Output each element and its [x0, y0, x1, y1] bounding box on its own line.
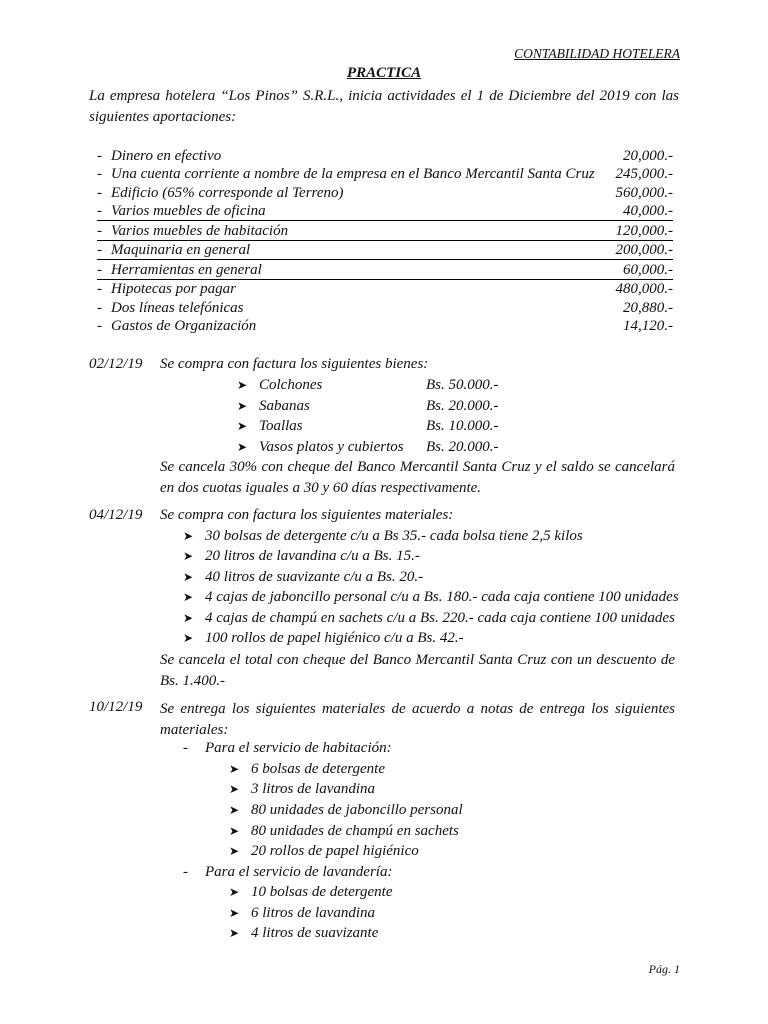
tx1-date: 02/12/19	[89, 356, 143, 372]
list-item: - Varios muebles de habitación 120,000.-	[97, 222, 673, 239]
list-item: ➤ 20 litros de lavandina c/u a Bs. 15.-	[183, 548, 420, 564]
tx3-group2-label: - Para el servicio de lavandería:	[183, 864, 393, 880]
arrow-bullet-icon: ➤	[229, 844, 240, 858]
arrow-bullet-icon: ➤	[229, 885, 240, 899]
tx3-text: Se entrega los siguientes materiales de acuerdo a notas de entrega los siguientes materiales:	[160, 701, 675, 738]
arrow-bullet-icon: ➤	[229, 803, 240, 817]
intro-paragraph: La empresa hotelera “Los Pinos” S.R.L., inicia actividades el 1 de Diciembre del 2019 con las siguientes aportaciones:	[89, 88, 679, 125]
page-title: PRACTICA	[346, 65, 422, 81]
arrow-bullet-icon: ➤	[229, 926, 240, 940]
list-item: ➤ 6 bolsas de detergente	[229, 761, 385, 777]
arrow-bullet-icon: ➤	[229, 782, 240, 796]
arrow-bullet-icon: ➤	[183, 611, 194, 625]
item-price: Bs. 20.000.-	[426, 398, 499, 414]
list-item: ➤ 40 litros de suavizante c/u a Bs. 20.-	[183, 569, 424, 585]
arrow-bullet-icon: ➤	[183, 590, 194, 604]
item-price: Bs. 10.000.-	[426, 418, 499, 434]
arrow-bullet-icon: ➤	[183, 549, 194, 563]
tx3-group1-label: - Para el servicio de habitación:	[183, 740, 392, 756]
tx2-date: 04/12/19	[89, 507, 143, 523]
tx2-note: Se cancela el total con cheque del Banco Mercantil Santa Cruz con un descuento de Bs. 1.400.-	[160, 652, 675, 689]
tx1-text: Se compra con factura los siguientes bienes:	[160, 356, 429, 372]
list-item: - Dos líneas telefónicas 20,880.-	[97, 299, 673, 316]
document-header: CONTABILIDAD HOTELERA	[514, 46, 680, 61]
list-item: - Hipotecas por pagar 480,000.-	[97, 281, 673, 297]
arrow-bullet-icon: ➤	[183, 631, 194, 645]
list-item: ➤ 10 bolsas de detergente	[229, 884, 393, 900]
list-item: - Dinero en efectivo 20,000.-	[97, 147, 673, 164]
arrow-bullet-icon: ➤	[237, 419, 248, 433]
list-item: ➤ 100 rollos de papel higiénico c/u a Bs. 42.-	[183, 630, 464, 646]
arrow-bullet-icon: ➤	[237, 399, 248, 413]
item-price: Bs. 50.000.-	[426, 377, 499, 393]
tx3-date: 10/12/19	[89, 699, 143, 715]
list-item: - Herramientas en general 60,000.-	[97, 261, 673, 278]
aportaciones-list	[97, 146, 673, 335]
list-item: - Gastos de Organización 14,120.-	[97, 318, 673, 334]
list-item: ➤ Toallas	[237, 418, 303, 434]
list-item: - Una cuenta corriente a nombre de la empresa en el Banco Mercantil Santa Cruz 245,000.-	[97, 166, 673, 182]
list-item: ➤ 6 litros de lavandina	[229, 905, 376, 921]
list-item: - Varios muebles de oficina 40,000.-	[97, 203, 673, 219]
page-number: Pág. 1	[648, 962, 680, 976]
arrow-bullet-icon: ➤	[237, 440, 248, 454]
list-item: ➤ 4 cajas de champú en sachets c/u a Bs. 220.- cada caja contiene 100 unidades	[183, 610, 675, 626]
list-item: ➤ 30 bolsas de detergente c/u a Bs 35.- cada bolsa tiene 2,5 kilos	[183, 528, 583, 544]
list-item: - Maquinaria en general 200,000.-	[97, 242, 673, 258]
list-item: ➤ 4 cajas de jaboncillo personal c/u a Bs. 180.- cada caja contiene 100 unidades	[183, 589, 679, 605]
tx2-text: Se compra con factura los siguientes materiales:	[160, 507, 454, 523]
arrow-bullet-icon: ➤	[229, 824, 240, 838]
list-item: ➤ Sabanas	[237, 398, 310, 414]
list-item: ➤ 3 litros de lavandina	[229, 781, 376, 797]
arrow-bullet-icon: ➤	[183, 570, 194, 584]
list-item: ➤ Vasos platos y cubiertos	[237, 439, 404, 455]
list-item: ➤ 80 unidades de jaboncillo personal	[229, 802, 463, 818]
list-item: - Edificio (65% corresponde al Terreno) 560,000.-	[97, 184, 673, 201]
tx1-note: Se cancela 30% con cheque del Banco Mercantil Santa Cruz y el saldo se cancelará en dos cuotas iguales a 30 y 60 días respectivamente.	[160, 459, 675, 496]
list-item: ➤ 4 litros de suavizante	[229, 925, 379, 941]
arrow-bullet-icon: ➤	[229, 906, 240, 920]
item-price: Bs. 20.000.-	[426, 439, 499, 455]
arrow-bullet-icon: ➤	[229, 762, 240, 776]
arrow-bullet-icon: ➤	[237, 378, 248, 392]
list-item: ➤ Colchones	[237, 377, 323, 393]
arrow-bullet-icon: ➤	[183, 529, 194, 543]
list-item: ➤ 80 unidades de champú en sachets	[229, 823, 459, 839]
list-item: ➤ 20 rollos de papel higiénico	[229, 843, 419, 859]
